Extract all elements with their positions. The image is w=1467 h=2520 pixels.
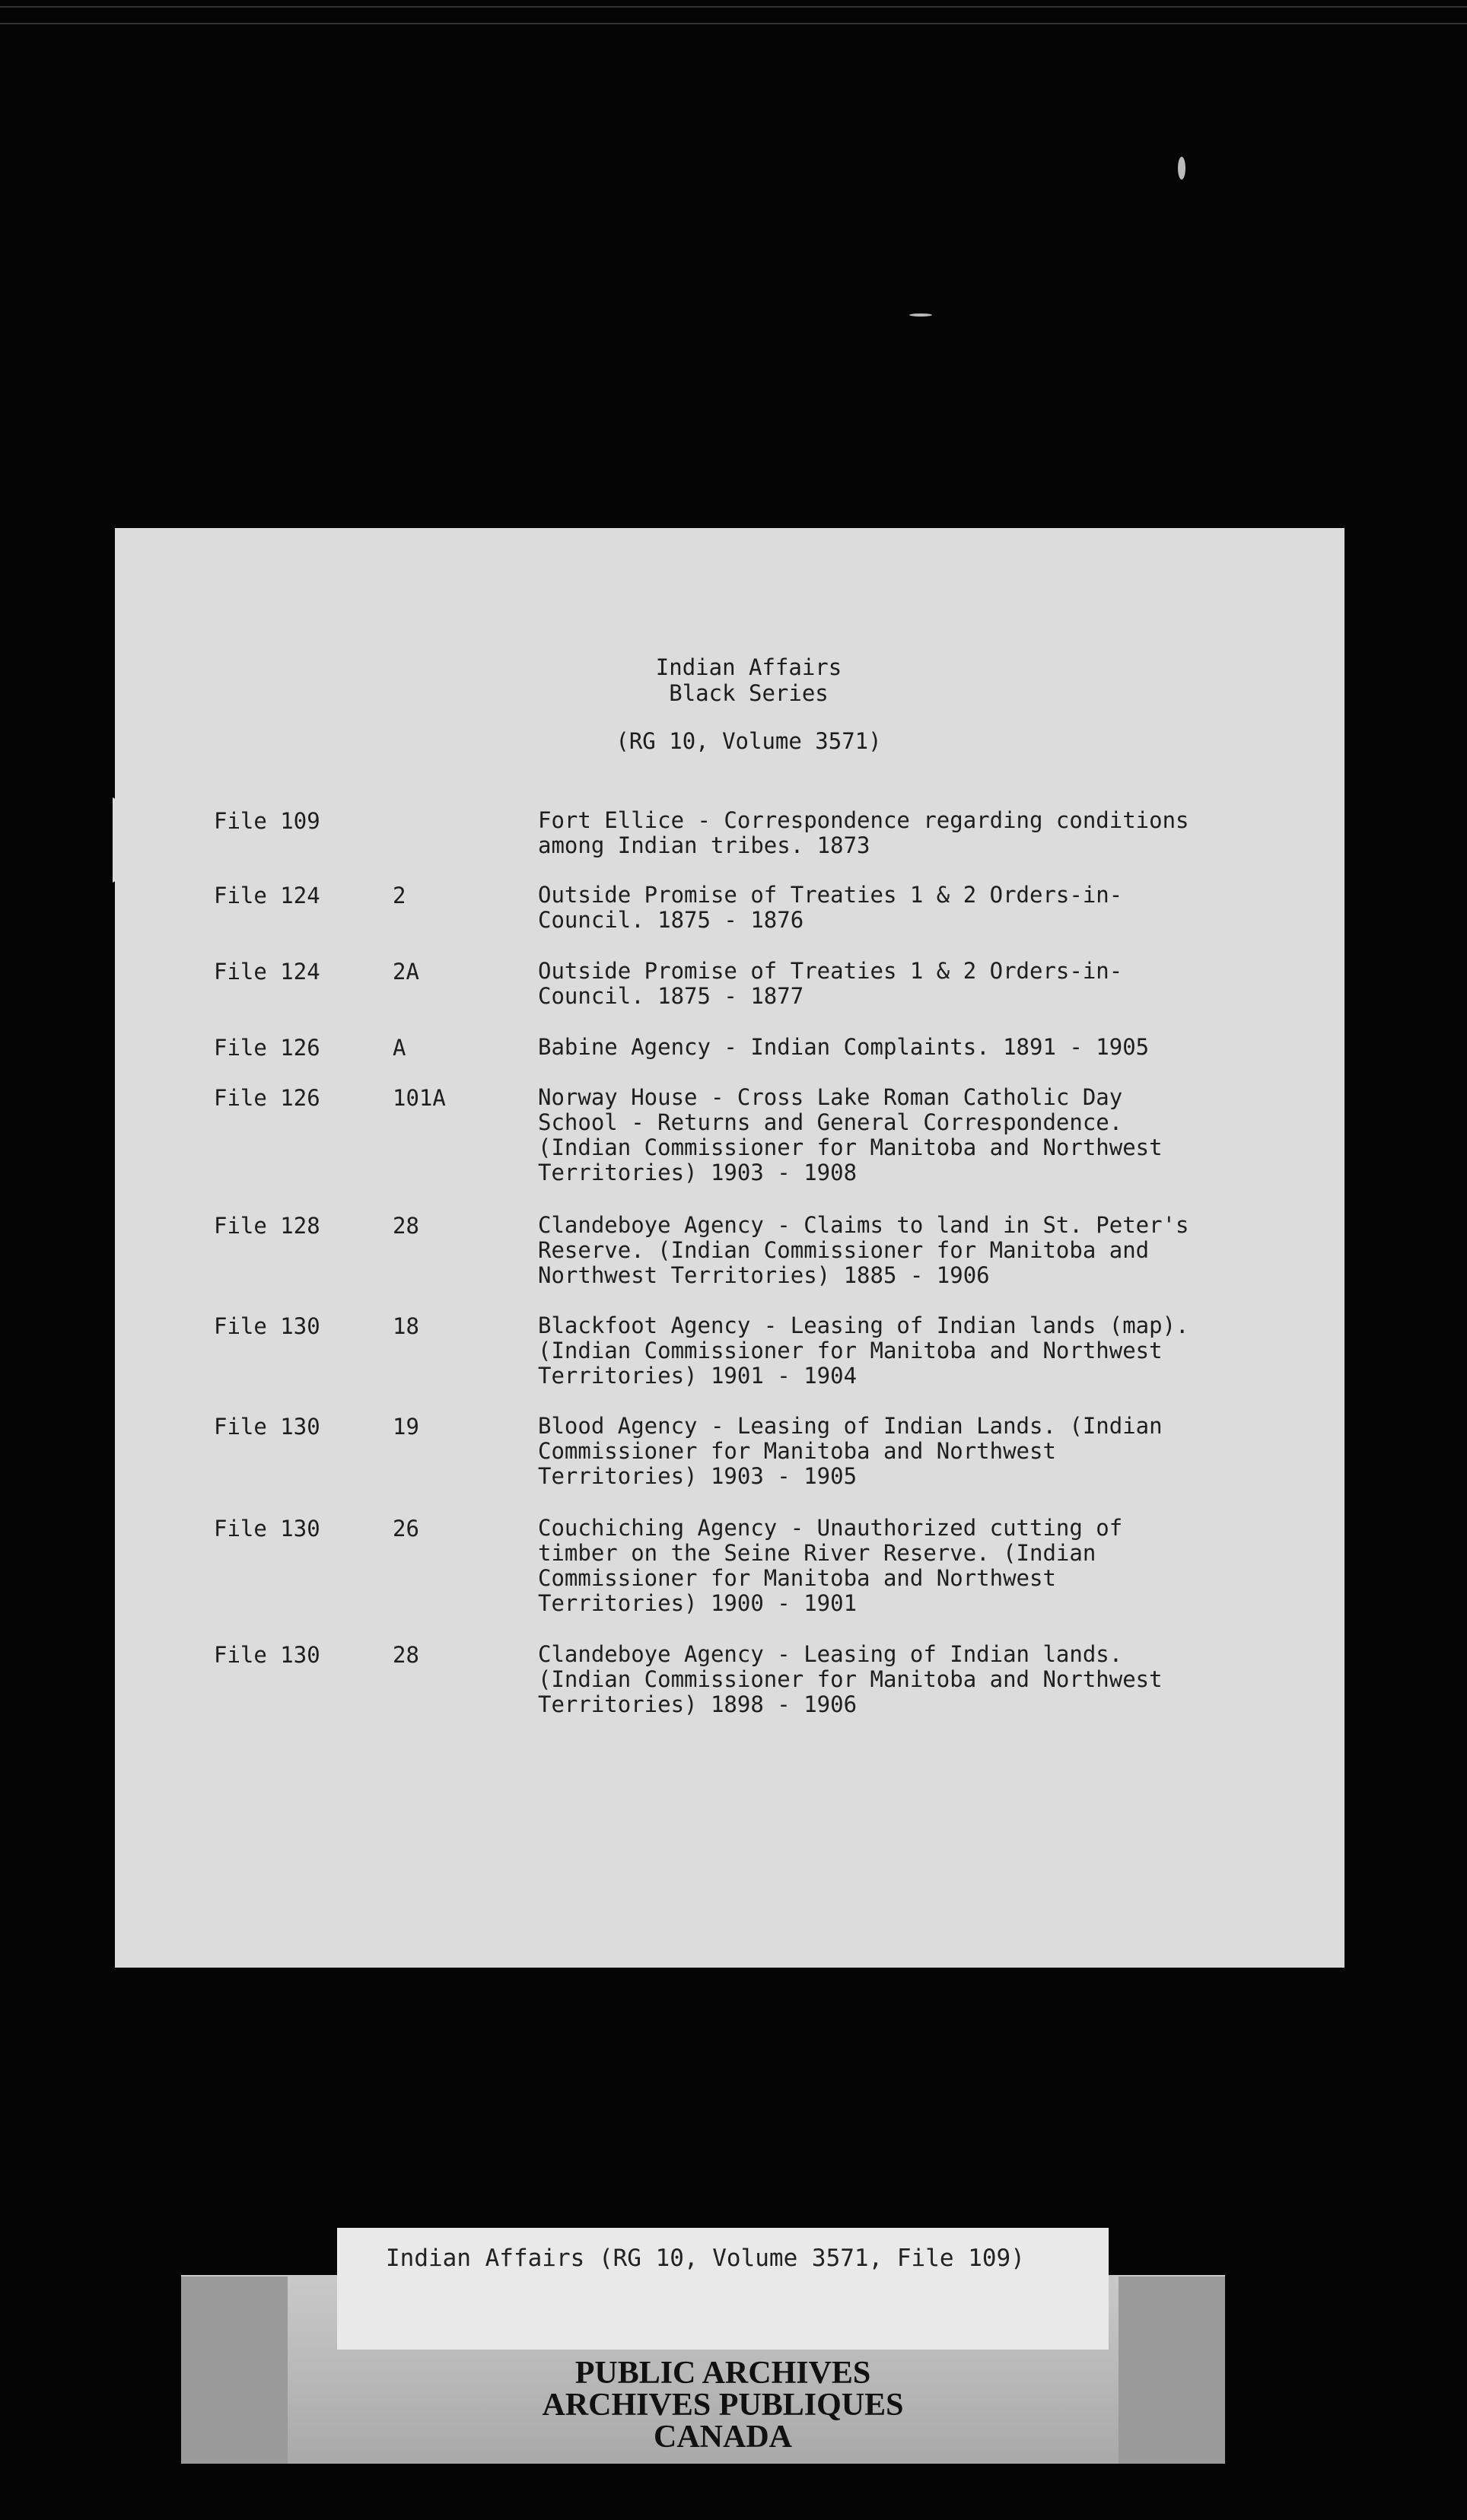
file-label: File 126	[214, 1085, 320, 1111]
document-subtitle: Black Series	[669, 680, 829, 706]
document-title: Indian Affairs	[655, 654, 842, 680]
scan-edge-top-2	[0, 23, 1467, 24]
archives-stamp	[337, 2357, 1109, 2453]
file-description: Fort Ellice - Correspondence regarding conditions among Indian tribes. 1873	[538, 807, 1189, 858]
file-number: 2A	[393, 959, 419, 985]
file-description: Outside Promise of Treaties 1 & 2 Orders-in- Council. 1875 - 1876	[538, 882, 1123, 933]
file-number: 28	[393, 1213, 419, 1239]
file-number: 19	[393, 1414, 419, 1440]
document-sheet	[115, 528, 1344, 1968]
file-description: Blackfoot Agency - Leasing of Indian lands (map). (Indian Commissioner for Manitoba and Northwest Territories) 1901 - 1904	[538, 1312, 1189, 1389]
stamp-line: PUBLIC ARCHIVES	[574, 2356, 871, 2391]
file-label-card	[337, 2228, 1109, 2350]
film-speck	[909, 313, 932, 317]
file-number: 2	[393, 883, 406, 908]
label-card-text: Indian Affairs (RG 10, Volume 3571, File 109)	[386, 2245, 1025, 2272]
stamp-edge	[1119, 2277, 1225, 2464]
file-label: File 109	[214, 808, 320, 834]
scan-edge-top	[0, 6, 1467, 8]
file-description: Clandeboye Agency - Claims to land in St. Peter's Reserve. (Indian Commissioner for Manitoba and Northwest Territories) 1885 - 1906	[538, 1212, 1189, 1288]
file-label: File 124	[214, 959, 320, 985]
stamp-edge	[181, 2277, 288, 2464]
file-label: File 128	[214, 1213, 320, 1239]
file-description: Babine Agency - Indian Complaints. 1891 - 1905	[538, 1034, 1150, 1060]
file-label: File 130	[214, 1642, 320, 1668]
file-description: Outside Promise of Treaties 1 & 2 Orders-in- Council. 1875 - 1877	[538, 958, 1123, 1009]
file-number: A	[393, 1035, 406, 1061]
stamp-line: CANADA	[654, 2420, 792, 2455]
file-label: File 130	[214, 1516, 320, 1542]
file-number: 18	[393, 1313, 419, 1339]
file-description: Blood Agency - Leasing of Indian Lands. (Indian Commissioner for Manitoba and Northwest Territories) 1903 - 1905	[538, 1413, 1163, 1489]
file-label: File 130	[214, 1414, 320, 1440]
file-label: File 124	[214, 883, 320, 908]
file-description: Norway House - Cross Lake Roman Catholic Day School - Returns and General Correspondence. (Indian Commissioner for Manitoba and Northwest Territories) 1903 - 1908	[538, 1084, 1163, 1185]
file-description: Couchiching Agency - Unauthorized cutting of timber on the Seine River Reserve. (Indian Commissioner for Manitoba and Northwest Territories) 1900 - 1901	[538, 1515, 1123, 1616]
file-number: 26	[393, 1516, 419, 1542]
file-number: 28	[393, 1642, 419, 1668]
file-label: File 126	[214, 1035, 320, 1061]
volume-reference: (RG 10, Volume 3571)	[616, 728, 882, 754]
stamp-line: ARCHIVES PUBLIQUES	[542, 2388, 904, 2423]
file-number: 101A	[393, 1085, 446, 1111]
file-label: File 130	[214, 1313, 320, 1339]
file-description: Clandeboye Agency - Leasing of Indian lands. (Indian Commissioner for Manitoba and Northwest Territories) 1898 - 1906	[538, 1641, 1163, 1717]
film-speck	[1178, 157, 1185, 180]
